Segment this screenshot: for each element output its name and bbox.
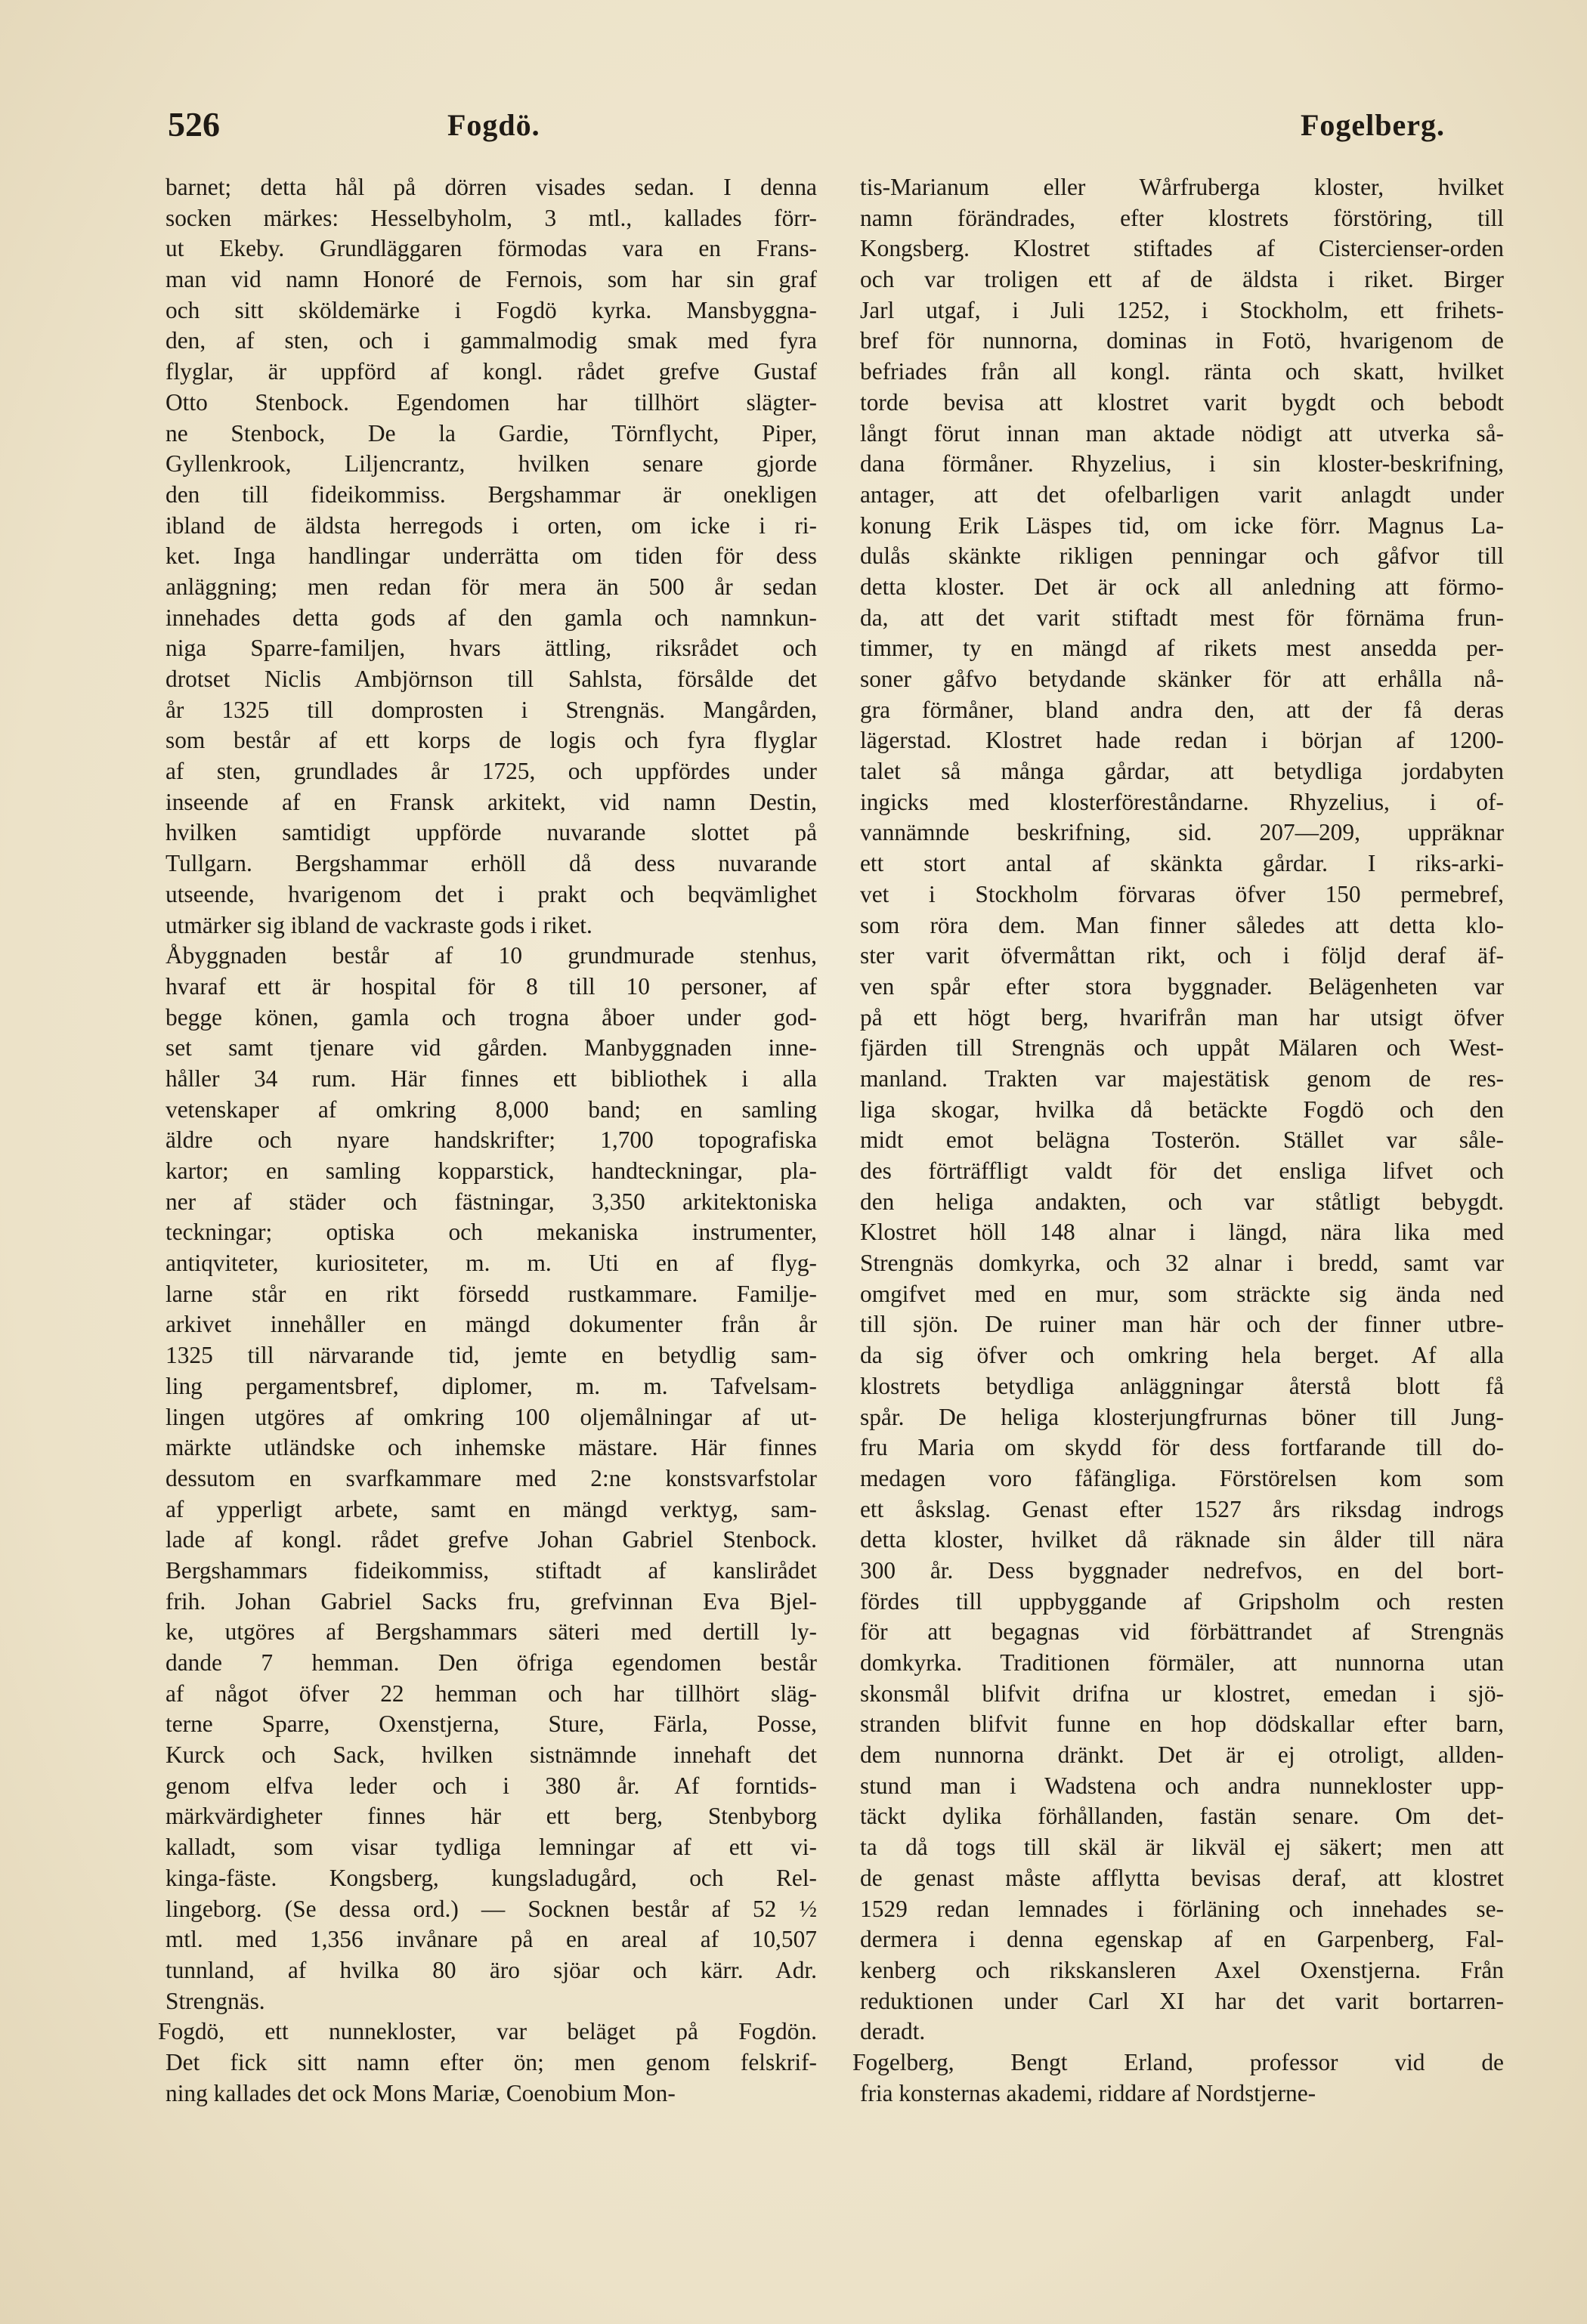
text-line: fjärden till Strengnäs och uppåt Mälaren och West- — [860, 1034, 1504, 1062]
text-line: domkyrka. Traditionen förmäler, att nunnorna utan — [860, 1649, 1504, 1676]
text-line: konung Erik Läspes tid, om icke förr. Magnus La- — [860, 511, 1504, 539]
text-line: 1529 redan lemnades i förläning och innehades se- — [860, 1895, 1504, 1922]
text-line: arkivet innehåller en mängd dokumenter från år — [166, 1311, 817, 1338]
text-line: ett stort antal af skänkta gårdar. I riks-arki- — [860, 850, 1504, 877]
text-line: befriades från all kongl. ränta och skatt, hvilket — [860, 358, 1504, 385]
text-line: detta kloster. Det är ock all anledning att förmo- — [860, 573, 1504, 600]
text-line: klostrets betydliga anläggningar återstå blott få — [860, 1372, 1504, 1399]
text-line: anläggning; men redan för mera än 500 år sedan — [166, 573, 817, 600]
text-line: kalladt, som visar tydliga lemningar af ett vi- — [166, 1834, 817, 1861]
text-line: hvilken samtidigt uppförde nuvarande slottet på — [166, 819, 817, 846]
text-line: ingicks med klosterföreståndarne. Rhyzelius, i of- — [860, 788, 1504, 815]
text-line: af sten, grundlades år 1725, och uppfördes under — [166, 758, 817, 785]
text-line: talet så många gårdar, att betydliga jordabyten — [860, 758, 1504, 785]
text-line: hvaraf ett är hospital för 8 till 10 personer, af — [166, 972, 817, 1000]
text-line: man vid namn Honoré de Fernois, som har sin graf — [166, 266, 817, 293]
running-head-right: Fogelberg. — [1300, 108, 1445, 142]
text-line: namn förändrades, efter klostrets förstöring, till — [860, 204, 1504, 231]
text-line: håller 34 rum. Här finnes ett bibliothek i alla — [166, 1065, 817, 1092]
text-line: den heliga andakten, och var ståtligt bebygdt. — [860, 1188, 1504, 1215]
text-line: kenberg och rikskansleren Axel Oxenstjerna. Från — [860, 1956, 1504, 1983]
text-line: Kongsberg. Klostret stiftades af Cistercienser-orden — [860, 235, 1504, 262]
running-head-left: Fogdö. — [447, 108, 540, 142]
text-line: ling pergamentsbref, diplomer, m. m. Tafvelsam- — [166, 1372, 817, 1399]
text-line: liga skogar, hvilka då betäckte Fogdö och den — [860, 1096, 1504, 1123]
text-line: da, att det varit stiftadt mest för förnäma frun- — [860, 604, 1504, 631]
text-line: socken märkes: Hesselbyholm, 3 mtl., kallades förr- — [166, 204, 817, 231]
text-line: lägerstad. Klostret hade redan i början af 1200- — [860, 727, 1504, 754]
text-line: mtl. med 1,356 invånare på en areal af 10,507 — [166, 1926, 817, 1953]
text-line: inseende af en Fransk arkitekt, vid namn Destin, — [166, 788, 817, 815]
text-line: lingen utgöres af omkring 100 oljemålningar af ut- — [166, 1403, 817, 1430]
text-line: ne Stenbock, De la Gardie, Törnflycht, Piper, — [166, 419, 817, 447]
text-line: af något öfver 22 hemman och har tillhört släg- — [166, 1680, 817, 1707]
text-line: timmer, ty en mängd af rikets mest ansedda per- — [860, 635, 1504, 662]
text-line: Fogelberg, Bengt Erland, professor vid de — [852, 2048, 1504, 2075]
text-line: manland. Trakten var majestätisk genom de res- — [860, 1065, 1504, 1092]
text-line: och var troligen ett af de äldsta i riket. Birger — [860, 266, 1504, 293]
text-line: niga Sparre-familjen, hvars ättling, riksrådet och — [166, 635, 817, 662]
text-line: Otto Stenbock. Egendomen har tillhört slägter- — [166, 388, 817, 416]
text-line: omgifvet med en mur, som sträckte sig ända ned — [860, 1280, 1504, 1307]
text-line: ke, utgöres af Bergshammars säteri med dertill ly- — [166, 1618, 817, 1646]
text-line: set samt tjenare vid gården. Manbyggnaden inne- — [166, 1034, 817, 1062]
text-line: till sjön. De ruiner man här och der finner utbre- — [860, 1311, 1504, 1338]
text-line: detta kloster, hvilket då räknade sin ålder till nära — [860, 1526, 1504, 1553]
text-line: år 1325 till domprosten i Strengnäs. Mangården, — [166, 696, 817, 723]
text-line: soner gåfvo betydande skänker för att erhålla nå- — [860, 666, 1504, 692]
text-line: märkvärdigheter finnes här ett berg, Stenbyborg — [166, 1803, 817, 1830]
text-line: gra förmåner, bland andra den, att der få deras — [860, 696, 1504, 723]
text-line: terne Sparre, Oxenstjerna, Sture, Färla, Posse, — [166, 1711, 817, 1738]
text-line: barnet; detta hål på dörren visades sedan. I denna — [166, 174, 817, 200]
page-header — [168, 104, 1505, 150]
text-line: dande 7 hemman. Den öfriga egendomen består — [166, 1649, 817, 1676]
text-line: ven spår efter stora byggnader. Belägenheten var — [860, 972, 1504, 1000]
text-line: stranden blifvit funne en hop dödskallar efter barn, — [860, 1711, 1504, 1738]
left-text-column — [158, 172, 817, 2109]
text-line: torde bevisa att klostret varit bygdt och bebodt — [860, 388, 1504, 416]
text-line: täckt dylika förhållanden, fastän senare. Om det- — [860, 1803, 1504, 1830]
text-line: kinga-fäste. Kongsberg, kungsladugård, och Rel- — [166, 1864, 817, 1891]
text-line: 300 år. Dess byggnader nedrefvos, en del bort- — [860, 1556, 1504, 1584]
right-text-column — [852, 172, 1504, 2109]
text-line: på ett högt berg, hvarifrån man har utsigt öfver — [860, 1003, 1504, 1031]
text-line: dem nunnorna dränkt. Det är ej otroligt, allden- — [860, 1741, 1504, 1769]
text-line: antiqviteter, kuriositeter, m. m. Uti en af flyg- — [166, 1250, 817, 1277]
text-line: midt emot belägna Tosterön. Stället var såle- — [860, 1126, 1504, 1154]
text-line: vetenskaper af omkring 8,000 band; en samling — [166, 1096, 817, 1123]
text-line: lingeborg. (Se dessa ord.) — Socknen består af 52 ½ — [166, 1895, 817, 1922]
text-line: deradt. — [860, 2018, 926, 2045]
text-line: utseende, hvarigenom det i prakt och beqvämlighet — [166, 880, 817, 907]
text-line: Tullgarn. Bergshammar erhöll då dess nuvarande — [166, 850, 817, 877]
text-line: tunnland, af hvilka 80 äro sjöar och kärr. Adr. — [166, 1956, 817, 1983]
text-line: dulås skänkte rikligen penningar och gåfvor till — [860, 542, 1504, 570]
text-line: ster varit öfvermåttan rikt, och i följd deraf äf- — [860, 942, 1504, 969]
text-line: larne står en rikt försedd rustkammare. Familje- — [166, 1280, 817, 1307]
text-line: fördes till uppbyggande af Gripsholm och resten — [860, 1587, 1504, 1615]
text-line: märkte utländske och inhemske mästare. Här finnes — [166, 1434, 817, 1461]
text-line: som röra dem. Man finner således att detta klo- — [860, 911, 1504, 938]
text-line: drotset Niclis Ambjörnson till Sahlsta, försålde det — [166, 666, 817, 692]
text-line: ett åskslag. Genast efter 1527 års riksdag indrogs — [860, 1495, 1504, 1522]
text-line: spår. De heliga klosterjungfrurnas böner till Jung- — [860, 1403, 1504, 1430]
text-line: Strengnäs. — [166, 1987, 265, 2014]
text-line: begge könen, gamla och trogna åboer under god- — [166, 1003, 817, 1031]
text-line: antager, att det ofelbarligen varit anlagdt under — [860, 481, 1504, 508]
text-line: da sig öfver och omkring hela berget. Af alla — [860, 1342, 1504, 1369]
text-line: vannämnde beskrifning, sid. 207—209, uppräknar — [860, 819, 1504, 846]
text-line: lade af kongl. rådet grefve Johan Gabriel Stenbock. — [166, 1526, 817, 1553]
text-line: genom elfva leder och i 380 år. Af forntids- — [166, 1772, 817, 1799]
text-line: äldre och nyare handskrifter; 1,700 topografiska — [166, 1126, 817, 1154]
text-line: medagen voro fåfängliga. Förstörelsen kom som — [860, 1464, 1504, 1491]
text-line: och sitt sköldemärke i Fogdö kyrka. Mansbyggna- — [166, 296, 817, 323]
text-line: den, af sten, och i gammalmodig smak med fyra — [166, 327, 817, 354]
text-line: vet i Stockholm förvaras öfver 150 permebref, — [860, 880, 1504, 907]
text-line: bref för nunnorna, dominas in Fotö, hvarigenom de — [860, 327, 1504, 354]
text-line: dessutom en svarfkammare med 2:ne konstsvarfstolar — [166, 1464, 817, 1491]
text-line: Klostret höll 148 alnar i längd, nära lika med — [860, 1219, 1504, 1246]
text-line: för att begagnas vid förbättrandet af Strengnäs — [860, 1618, 1504, 1646]
text-line: den till fideikommiss. Bergshammar är onekligen — [166, 481, 817, 508]
text-line: af ypperligt arbete, samt en mängd verktyg, sam- — [166, 1495, 817, 1522]
text-line: Bergshammars fideikommiss, stiftadt af kanslirådet — [166, 1556, 817, 1584]
text-line: Strengnäs domkyrka, och 32 alnar i bredd, samt var — [860, 1250, 1504, 1277]
text-line: des förträffligt valdt för det ensliga lifvet och — [860, 1157, 1504, 1184]
text-line: Åbyggnaden består af 10 grundmurade stenhus, — [166, 942, 817, 969]
text-line: Kurck och Sack, hvilken sistnämnde innehaft det — [166, 1741, 817, 1769]
text-line: dermera i denna egenskap af en Garpenberg, Fal- — [860, 1926, 1504, 1953]
text-line: Fogdö, ett nunnekloster, var beläget på Fogdön. — [158, 2018, 817, 2045]
text-line: frih. Johan Gabriel Sacks fru, grefvinnan Eva Bjel- — [166, 1587, 817, 1615]
text-line: ut Ekeby. Grundläggaren förmodas vara en Frans- — [166, 235, 817, 262]
text-line: stund man i Wadstena och andra nunnekloster upp- — [860, 1772, 1504, 1799]
text-line: de genast måste afflytta bevisas deraf, att klostret — [860, 1864, 1504, 1891]
text-line: tis-Marianum eller Wårfruberga kloster, hvilket — [860, 174, 1504, 200]
text-line: teckningar; optiska och mekaniska instrumenter, — [166, 1219, 817, 1246]
text-line: fria konsternas akademi, riddare af Nordstjerne- — [860, 2079, 1316, 2106]
text-line: skonsmål blifvit drifna ur klostret, emedan i sjö- — [860, 1680, 1504, 1707]
text-line: Jarl utgaf, i Juli 1252, i Stockholm, ett frihets- — [860, 296, 1504, 323]
text-line: reduktionen under Carl XI har det varit bortarren- — [860, 1987, 1504, 2014]
text-line: ning kallades det ock Mons Mariæ, Coenobium Mon- — [166, 2079, 676, 2106]
text-line: ibland de äldsta herregods i orten, om icke i ri- — [166, 511, 817, 539]
text-line: dana förmåner. Rhyzelius, i sin kloster-beskrifning, — [860, 450, 1504, 477]
page-number: 526 — [168, 105, 220, 144]
text-line: Gyllenkrook, Liljencrantz, hvilken senare gjorde — [166, 450, 817, 477]
text-line: innehades detta gods af den gamla och namnkun- — [166, 604, 817, 631]
text-line: 1325 till närvarande tid, jemte en betydlig sam- — [166, 1342, 817, 1369]
text-line: ta då togs till skäl är likväl ej säkert; men att — [860, 1834, 1504, 1861]
text-line: fru Maria om skydd för dess fortfarande till do- — [860, 1434, 1504, 1461]
text-line: Det fick sitt namn efter ön; men genom felskrif- — [166, 2048, 817, 2075]
text-line: kartor; en samling kopparstick, handteckningar, pla- — [166, 1157, 817, 1184]
text-line: långt förut innan man aktade nödigt att utverka så- — [860, 419, 1504, 447]
text-line: flyglar, är uppförd af kongl. rådet grefve Gustaf — [166, 358, 817, 385]
text-line: ket. Inga handlingar underrätta om tiden för dess — [166, 542, 817, 570]
text-line: utmärker sig ibland de vackraste gods i riket. — [166, 911, 592, 938]
text-line: som består af ett korps de logis och fyra flyglar — [166, 727, 817, 754]
text-line: ner af städer och fästningar, 3,350 arkitektoniska — [166, 1188, 817, 1215]
